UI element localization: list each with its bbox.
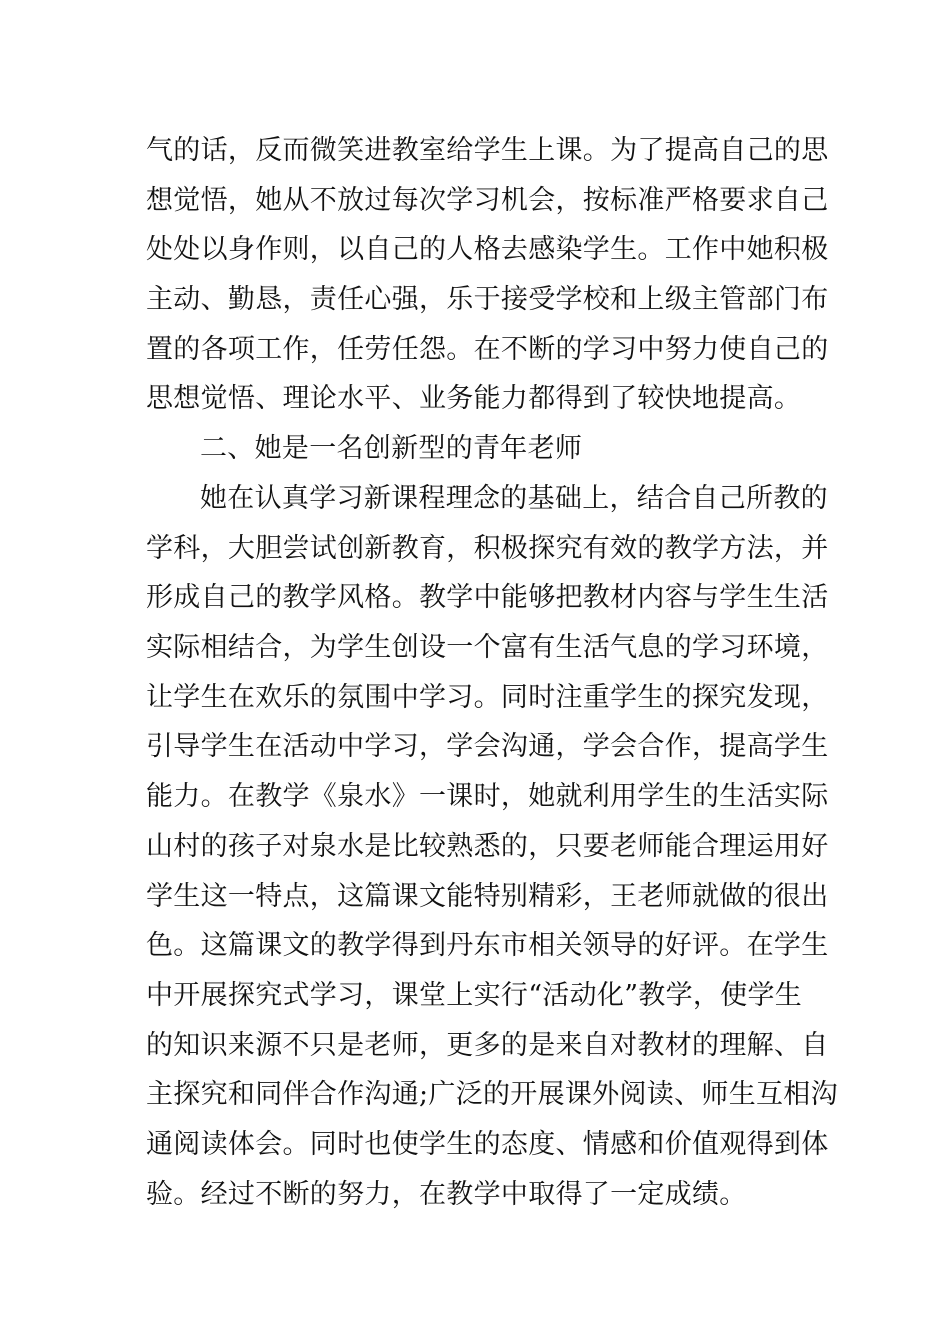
paragraph-line: 能力。在教学《泉水》一课时，她就利用学生的生活实际	[146, 781, 829, 813]
section-heading	[146, 424, 806, 474]
paragraph-line: 形成自己的教学风格。教学中能够把教材内容与学生生活	[146, 582, 829, 614]
paragraph-line: 的知识来源不只是老师，更多的是来自对教材的理解、自	[146, 1029, 829, 1061]
paragraph-line: 通阅读体会。同时也使学生的态度、情感和价值观得到体	[146, 1128, 829, 1160]
paragraph-line: 中开展探究式学习，课堂上实行“活动化”教学，使学生	[146, 979, 803, 1011]
paragraph-1	[146, 126, 829, 424]
paragraph-line: 主动、勤恳，责任心强，乐于接受学校和上级主管部门布	[146, 284, 829, 316]
paragraph-line: 处处以身作则，以自己的人格去感染学生。工作中她积极	[146, 234, 829, 266]
paragraph-line: 让学生在欢乐的氛围中学习。同时注重学生的探究发现，	[146, 681, 829, 713]
paragraph-line: 验。经过不断的努力，在教学中取得了一定成绩。	[146, 1178, 747, 1210]
paragraph-line: 山村的孩子对泉水是比较熟悉的，只要老师能合理运用好	[146, 830, 829, 862]
paragraph-2	[146, 474, 838, 1219]
paragraph-line: 置的各项工作，任劳任怨。在不断的学习中努力使自己的	[146, 333, 829, 365]
paragraph-line: 想觉悟，她从不放过每次学习机会，按标准严格要求自己	[146, 184, 829, 216]
paragraph-line: 气的话，反而微笑进教室给学生上课。为了提高自己的思	[146, 135, 829, 166]
paragraph-line: 学生这一特点，这篇课文能特别精彩，王老师就做的很出	[146, 880, 829, 912]
paragraph-line: 色。这篇课文的教学得到丹东市相关领导的好评。在学生	[146, 930, 829, 962]
paragraph-line: 引导学生在活动中学习，学会沟通，学会合作，提高学生	[146, 731, 829, 763]
paragraph-line: 思想觉悟、理论水平、业务能力都得到了较快地提高。	[146, 383, 802, 415]
section-heading-text: 二、她是一名创新型的青年老师	[200, 433, 583, 464]
paragraph-line: 实际相结合，为学生创设一个富有生活气息的学习环境，	[146, 632, 829, 664]
paragraph-line: 她在认真学习新课程理念的基础上，结合自己所教的	[200, 483, 828, 514]
paragraph-line: 主探究和同伴合作沟通;广泛的开展课外阅读、师生互相沟	[146, 1079, 838, 1111]
paragraph-line: 学科，大胆尝试创新教育，积极探究有效的教学方法，并	[146, 532, 829, 564]
